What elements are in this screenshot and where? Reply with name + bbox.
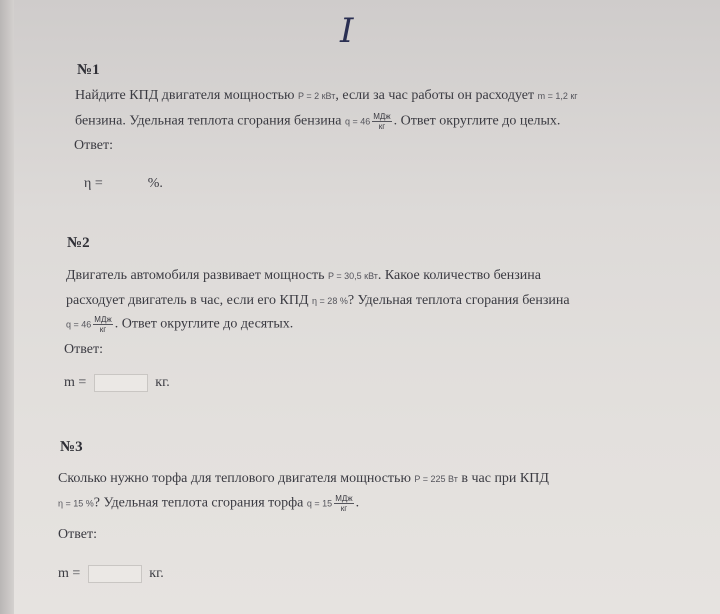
answer-unit: кг. <box>149 566 164 582</box>
task-text: в час при КПД <box>461 471 549 486</box>
task-text-line-3 <box>66 315 293 334</box>
answer-unit: кг. <box>155 375 170 391</box>
heat-value: q = 15 <box>306 498 333 509</box>
task-text: расходует двигатель в час, если его КПД <box>66 293 309 308</box>
task-text: ? Удельная теплота сгорания торфа <box>93 495 304 511</box>
task-text-line-1 <box>66 268 541 284</box>
task-text: бензина. Удельная теплота сгорания бензина <box>75 113 342 129</box>
task-text-line-1 <box>75 88 578 104</box>
task-text-line-1 <box>58 471 549 487</box>
task-text: . Какое количество бензина <box>377 268 541 283</box>
task-text: . Ответ округлите до целых. <box>393 113 561 129</box>
task-number: №3 <box>60 439 83 455</box>
unit-fraction <box>93 315 112 334</box>
task-text: . Ответ округлите до десятых. <box>114 316 294 332</box>
answer-input[interactable] <box>88 565 142 583</box>
task-text: Двигатель автомобиля развивает мощность <box>66 268 325 283</box>
task-text: . <box>355 495 360 511</box>
fraction-numerator: МДж <box>335 494 353 503</box>
fraction-denominator: кг <box>340 504 348 513</box>
unit-fraction <box>334 494 353 513</box>
answer-row <box>84 175 163 193</box>
answer-row <box>58 565 164 583</box>
variant-mark: I <box>340 11 354 51</box>
fraction-denominator: кг <box>99 325 107 334</box>
heat-value: q = 46 <box>66 319 92 330</box>
power-value: P = 2 кВт <box>298 91 336 101</box>
fraction-numerator: МДж <box>373 112 391 121</box>
page-edge <box>0 0 14 614</box>
answer-label: Ответ: <box>58 527 97 542</box>
fraction-denominator: кг <box>378 122 386 131</box>
task-number: №1 <box>77 62 100 78</box>
efficiency-value: η = 28 % <box>312 296 348 306</box>
task-text: Найдите КПД двигателя мощностью <box>75 88 295 103</box>
task-text-line-2 <box>66 293 570 309</box>
task-text: , если за час работы он расходует <box>335 88 535 103</box>
efficiency-value: η = 15 % <box>58 498 94 509</box>
answer-label: Ответ: <box>74 138 113 153</box>
heat-value: q = 46 <box>344 116 371 127</box>
answer-variable: η = <box>84 176 103 192</box>
power-value: P = 225 Вт <box>414 474 458 484</box>
answer-variable: m = <box>64 375 87 391</box>
task-text: Сколько нужно торфа для теплового двигателя мощностью <box>58 471 411 486</box>
unit-fraction <box>372 112 391 131</box>
answer-input[interactable] <box>94 374 148 392</box>
power-value: P = 30,5 кВт <box>328 271 378 281</box>
mass-value: m = 1,2 кг <box>537 91 578 101</box>
task-text-line-2 <box>58 494 359 513</box>
answer-row <box>64 374 170 392</box>
task-text: ? Удельная теплота сгорания бензина <box>347 293 570 308</box>
task-text-line-2 <box>75 112 560 131</box>
task-number: №2 <box>67 235 90 251</box>
fraction-numerator: МДж <box>94 315 112 324</box>
answer-label: Ответ: <box>64 342 103 357</box>
answer-variable: m = <box>58 566 81 582</box>
answer-unit: %. <box>147 176 163 192</box>
answer-input[interactable] <box>110 175 140 193</box>
